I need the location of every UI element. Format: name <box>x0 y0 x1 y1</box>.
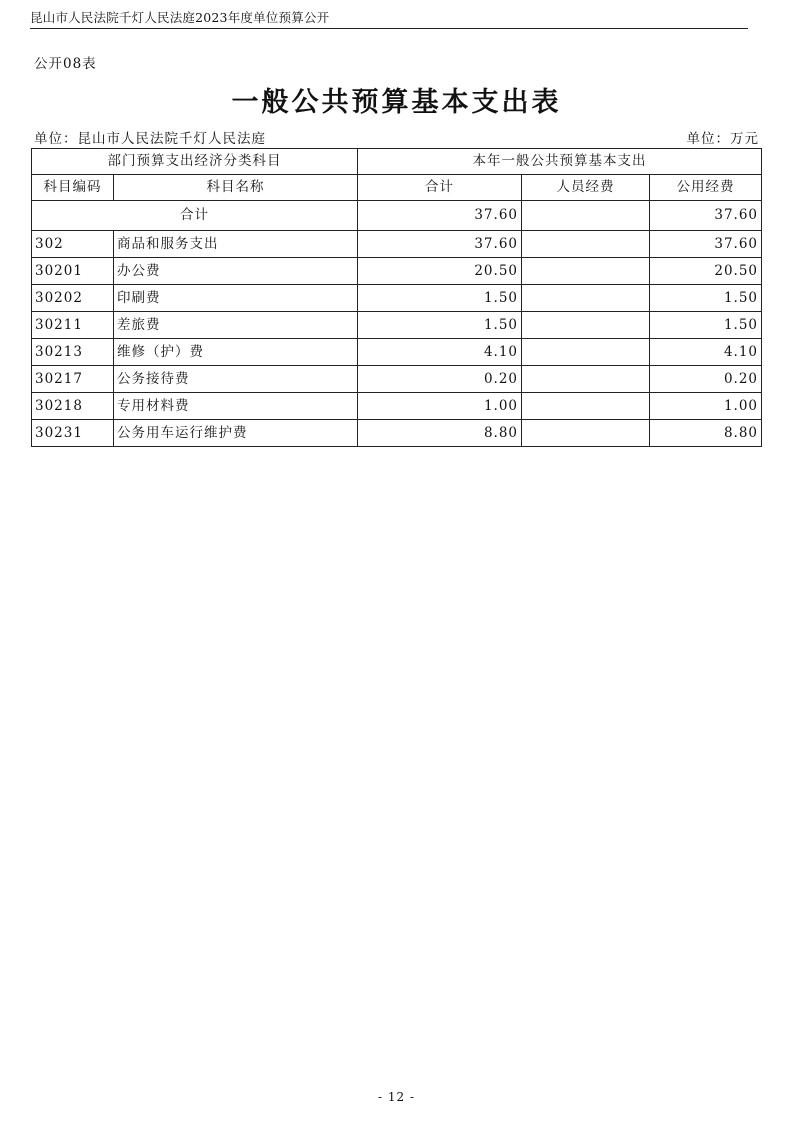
row-code: 30211 <box>32 312 114 339</box>
row-name: 印刷费 <box>114 285 358 312</box>
column-header-personnel: 人员经费 <box>522 175 650 201</box>
running-header: 昆山市人民法院千灯人民法庭2023年度单位预算公开 <box>30 10 330 25</box>
row-public: 1.50 <box>650 312 762 339</box>
row-public: 37.60 <box>650 231 762 258</box>
column-header-name: 科目名称 <box>114 175 358 201</box>
column-header-code: 科目编码 <box>32 175 114 201</box>
row-personnel <box>522 393 650 420</box>
row-total: 8.80 <box>358 420 522 447</box>
total-row-public: 37.60 <box>650 201 762 231</box>
row-public: 1.50 <box>650 285 762 312</box>
row-personnel <box>522 339 650 366</box>
row-personnel <box>522 420 650 447</box>
unit-currency: 单位：万元 <box>686 131 759 147</box>
table-row <box>32 339 762 366</box>
row-code: 302 <box>32 231 114 258</box>
row-name: 差旅费 <box>114 312 358 339</box>
row-personnel <box>522 258 650 285</box>
table-column-header-row <box>32 175 762 201</box>
total-row-personnel <box>522 201 650 231</box>
row-name: 维修（护）费 <box>114 339 358 366</box>
row-total: 20.50 <box>358 258 522 285</box>
table-row <box>32 420 762 447</box>
budget-table <box>31 148 762 447</box>
unit-organization: 单位：昆山市人民法院千灯人民法庭 <box>34 131 266 147</box>
form-code: 公开08表 <box>34 56 97 72</box>
row-public: 20.50 <box>650 258 762 285</box>
header-rule <box>30 28 748 29</box>
row-code: 30218 <box>32 393 114 420</box>
row-public: 4.10 <box>650 339 762 366</box>
row-total: 37.60 <box>358 231 522 258</box>
table-row <box>32 393 762 420</box>
row-name: 专用材料费 <box>114 393 358 420</box>
page-title: 一般公共预算基本支出表 <box>231 87 562 118</box>
column-header-total: 合计 <box>358 175 522 201</box>
row-code: 30202 <box>32 285 114 312</box>
row-total: 4.10 <box>358 339 522 366</box>
table-group-header-row <box>32 149 762 175</box>
row-code: 30201 <box>32 258 114 285</box>
table-total-row <box>32 201 762 231</box>
row-name: 公务用车运行维护费 <box>114 420 358 447</box>
row-public: 0.20 <box>650 366 762 393</box>
total-row-total: 37.60 <box>358 201 522 231</box>
total-row-label: 合计 <box>32 201 358 231</box>
row-total: 1.50 <box>358 285 522 312</box>
group-header-basic-expenditure: 本年一般公共预算基本支出 <box>358 149 762 175</box>
row-name: 商品和服务支出 <box>114 231 358 258</box>
column-header-public: 公用经费 <box>650 175 762 201</box>
row-personnel <box>522 285 650 312</box>
row-total: 0.20 <box>358 366 522 393</box>
table-row <box>32 285 762 312</box>
row-name: 办公费 <box>114 258 358 285</box>
row-public: 8.80 <box>650 420 762 447</box>
row-total: 1.00 <box>358 393 522 420</box>
row-total: 1.50 <box>358 312 522 339</box>
group-header-economic-classification: 部门预算支出经济分类科目 <box>32 149 358 175</box>
row-public: 1.00 <box>650 393 762 420</box>
table-row <box>32 312 762 339</box>
table-row <box>32 258 762 285</box>
table-row <box>32 231 762 258</box>
row-personnel <box>522 366 650 393</box>
page-number: - 12 - <box>377 1090 415 1104</box>
row-code: 30217 <box>32 366 114 393</box>
table-row <box>32 366 762 393</box>
row-personnel <box>522 312 650 339</box>
row-code: 30213 <box>32 339 114 366</box>
row-code: 30231 <box>32 420 114 447</box>
row-name: 公务接待费 <box>114 366 358 393</box>
row-personnel <box>522 231 650 258</box>
